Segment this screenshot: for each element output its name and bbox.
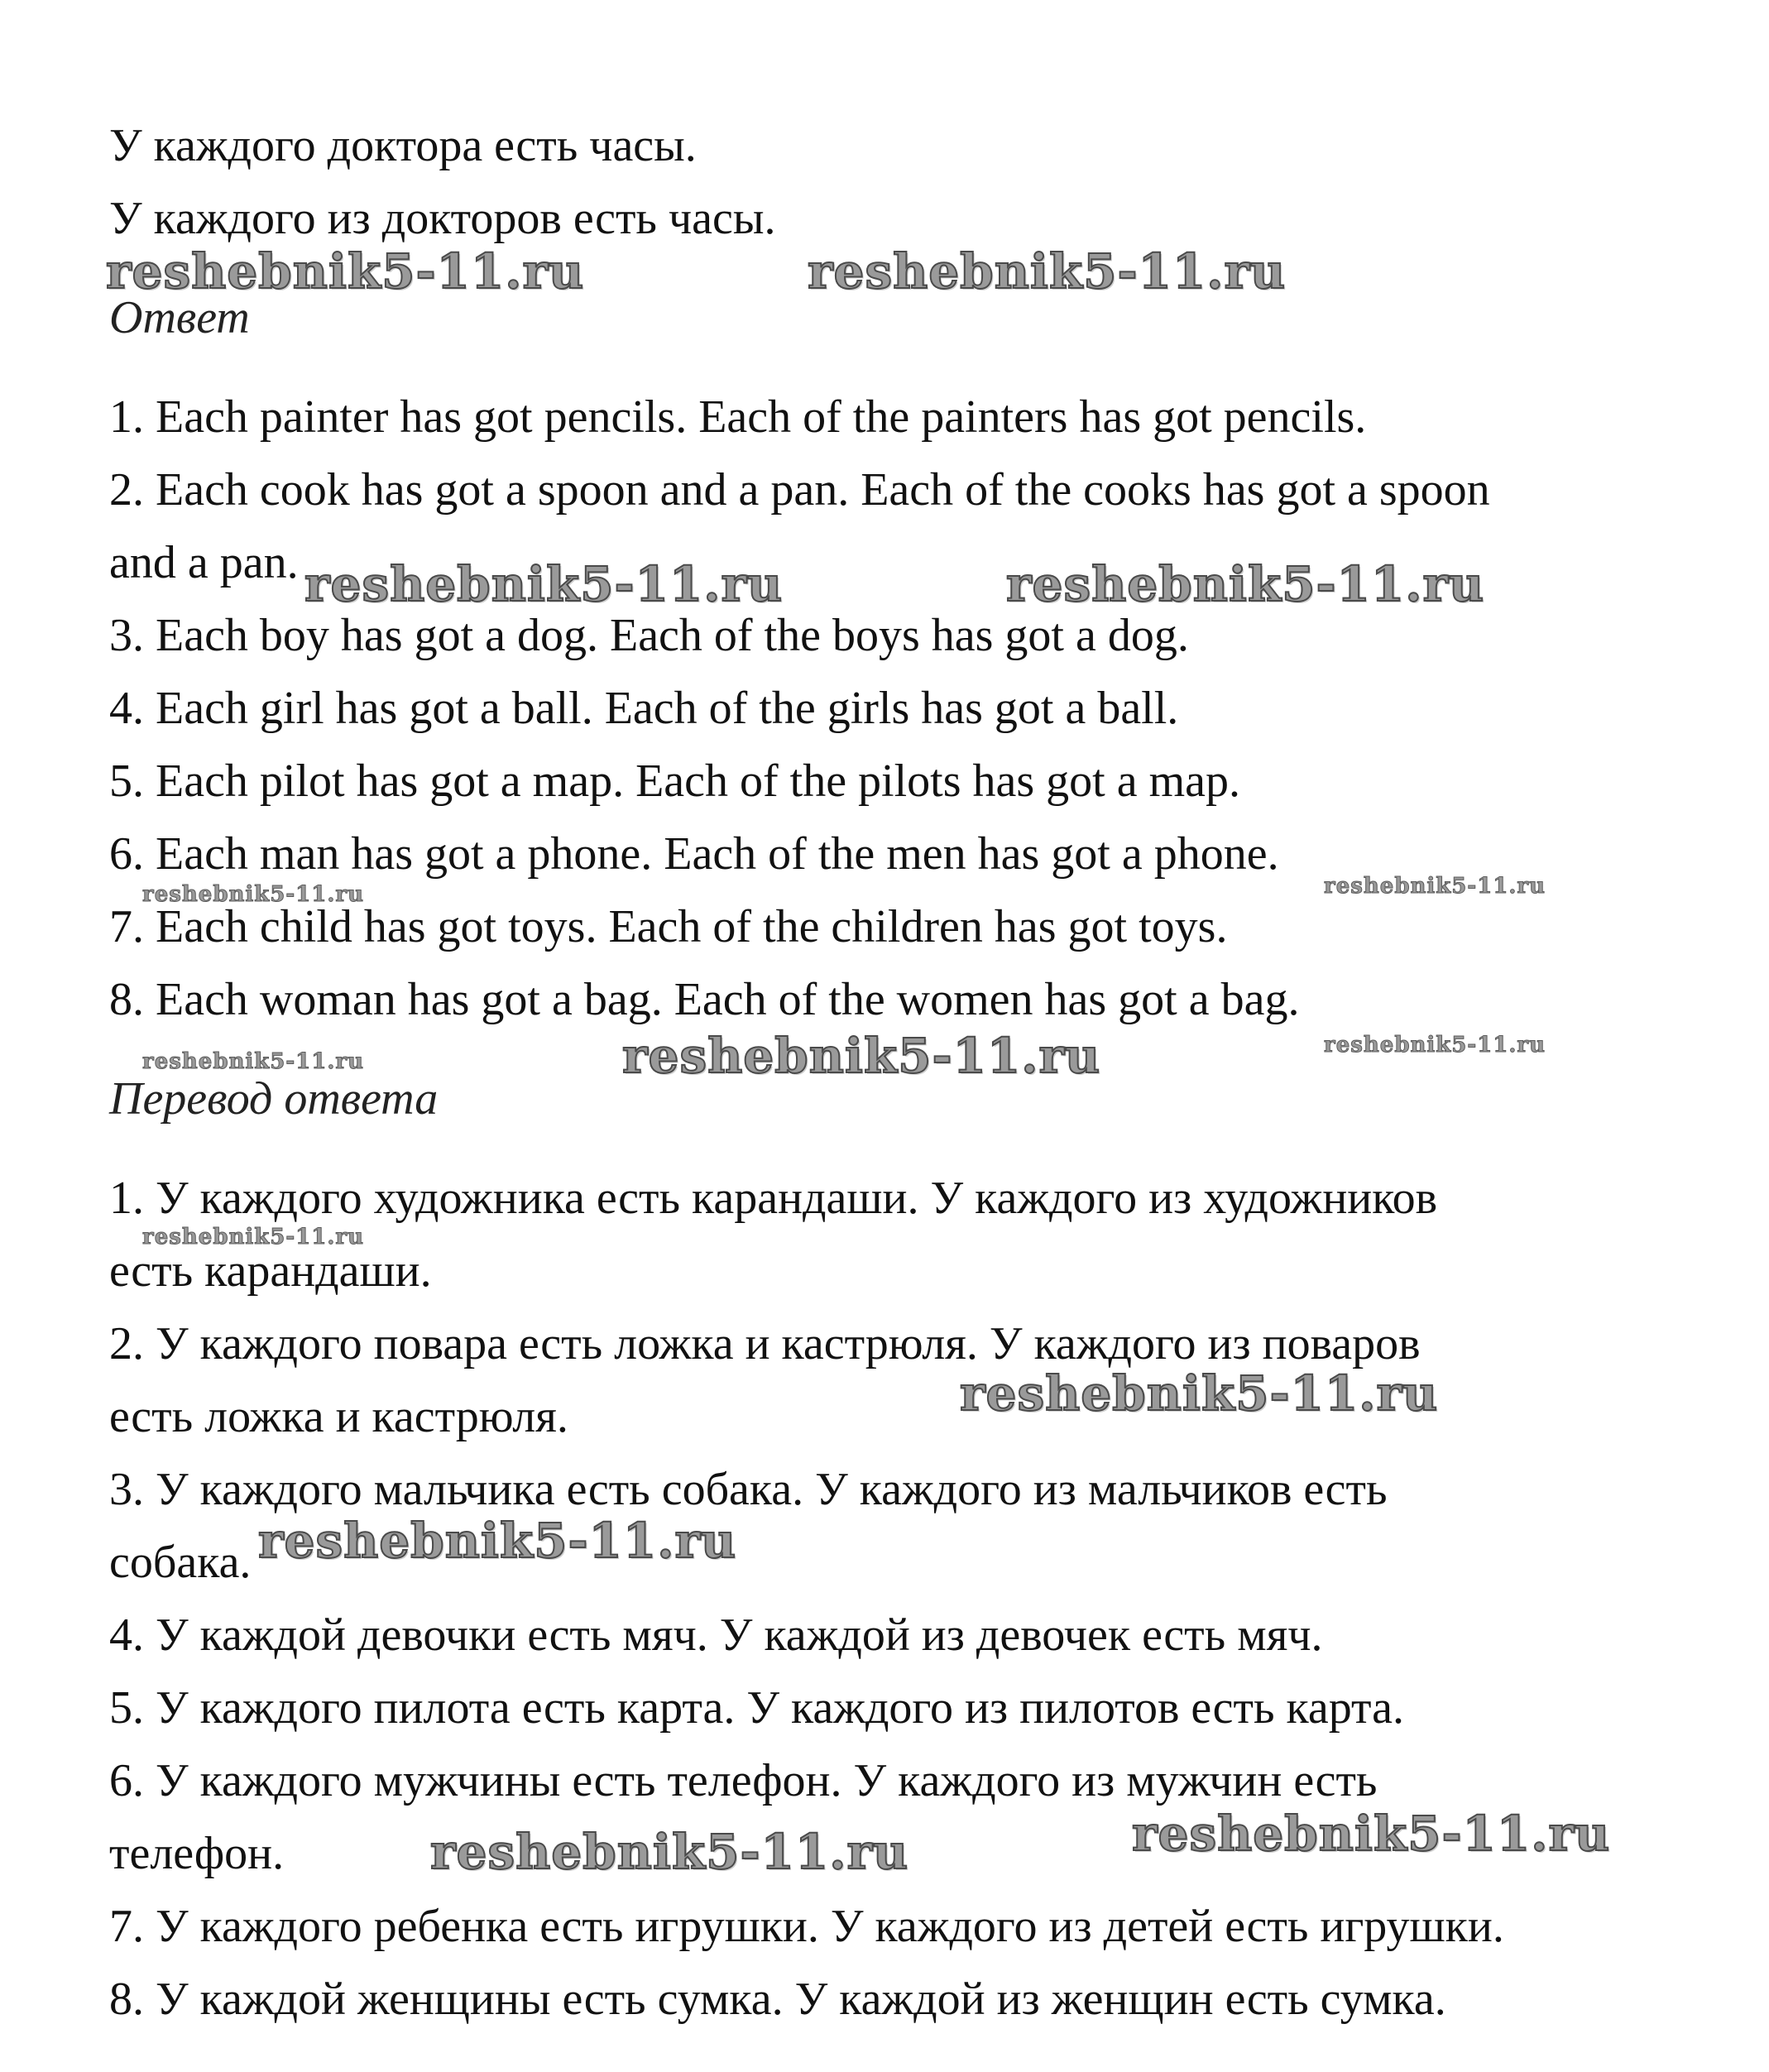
translation-line: 6. У каждого мужчины есть телефон. У каждого из мужчин есть	[109, 1755, 1378, 1806]
answer-line: 6. Each man has got a phone. Each of the men has got a phone.	[109, 828, 1279, 880]
answer-line: 8. Each woman has got a bag. Each of the women has got a bag.	[109, 974, 1300, 1025]
translation-line: 4. У каждой девочки есть мяч. У каждой из девочек есть мяч.	[109, 1609, 1323, 1661]
watermark: reshebnik5-11.ru	[1324, 874, 1546, 899]
answer-line: 1. Each painter has got pencils. Each of the painters has got pencils.	[109, 391, 1367, 443]
translation-line: 5. У каждого пилота есть карта. У каждого из пилотов есть карта.	[109, 1682, 1405, 1734]
translation-heading: Перевод ответа	[109, 1073, 439, 1125]
intro-line-1: У каждого доктора есть часы.	[109, 120, 697, 171]
watermark: reshebnik5-11.ru	[1006, 556, 1485, 612]
answer-heading: Ответ	[109, 292, 250, 343]
watermark: reshebnik5-11.ru	[304, 556, 784, 612]
watermark: reshebnik5-11.ru	[808, 243, 1287, 300]
watermark: reshebnik5-11.ru	[258, 1513, 737, 1569]
translation-line: есть карандаши.	[109, 1245, 432, 1297]
translation-line: 2. У каждого повара есть ложка и кастрюля. У каждого из поваров	[109, 1318, 1421, 1369]
watermark: reshebnik5-11.ru	[142, 1225, 365, 1249]
watermark: reshebnik5-11.ru	[142, 1049, 365, 1074]
watermark: reshebnik5-11.ru	[1324, 1033, 1546, 1058]
answer-line: 4. Each girl has got a ball. Each of the girls has got a ball.	[109, 683, 1179, 734]
translation-line: 3. У каждого мальчика есть собака. У каждого из мальчиков есть	[109, 1464, 1388, 1515]
translation-line: собака.	[109, 1537, 252, 1588]
watermark: reshebnik5-11.ru	[622, 1028, 1101, 1084]
watermark: reshebnik5-11.ru	[1132, 1806, 1611, 1862]
answer-line: and a pan.	[109, 537, 299, 588]
watermark: reshebnik5-11.ru	[960, 1365, 1439, 1422]
translation-line: телефон.	[109, 1828, 285, 1879]
answer-line: 2. Each cook has got a spoon and a pan. Each of the cooks has got a spoon	[109, 464, 1490, 516]
intro-line-2: У каждого из докторов есть часы.	[109, 193, 776, 244]
watermark: reshebnik5-11.ru	[142, 882, 365, 907]
answer-line: 3. Each boy has got a dog. Each of the boys has got a dog.	[109, 610, 1189, 661]
translation-line: есть ложка и кастрюля.	[109, 1391, 568, 1442]
answer-line: 7. Each child has got toys. Each of the children has got toys.	[109, 901, 1228, 952]
translation-line: 7. У каждого ребенка есть игрушки. У каждого из детей есть игрушки.	[109, 1901, 1504, 1952]
translation-line: 1. У каждого художника есть карандаши. У каждого из художников	[109, 1173, 1438, 1224]
translation-line: 8. У каждой женщины есть сумка. У каждой из женщин есть сумка.	[109, 1974, 1446, 2025]
watermark: reshebnik5-11.ru	[106, 243, 585, 300]
watermark: reshebnik5-11.ru	[430, 1824, 909, 1880]
answer-line: 5. Each pilot has got a map. Each of the pilots has got a map.	[109, 755, 1240, 807]
